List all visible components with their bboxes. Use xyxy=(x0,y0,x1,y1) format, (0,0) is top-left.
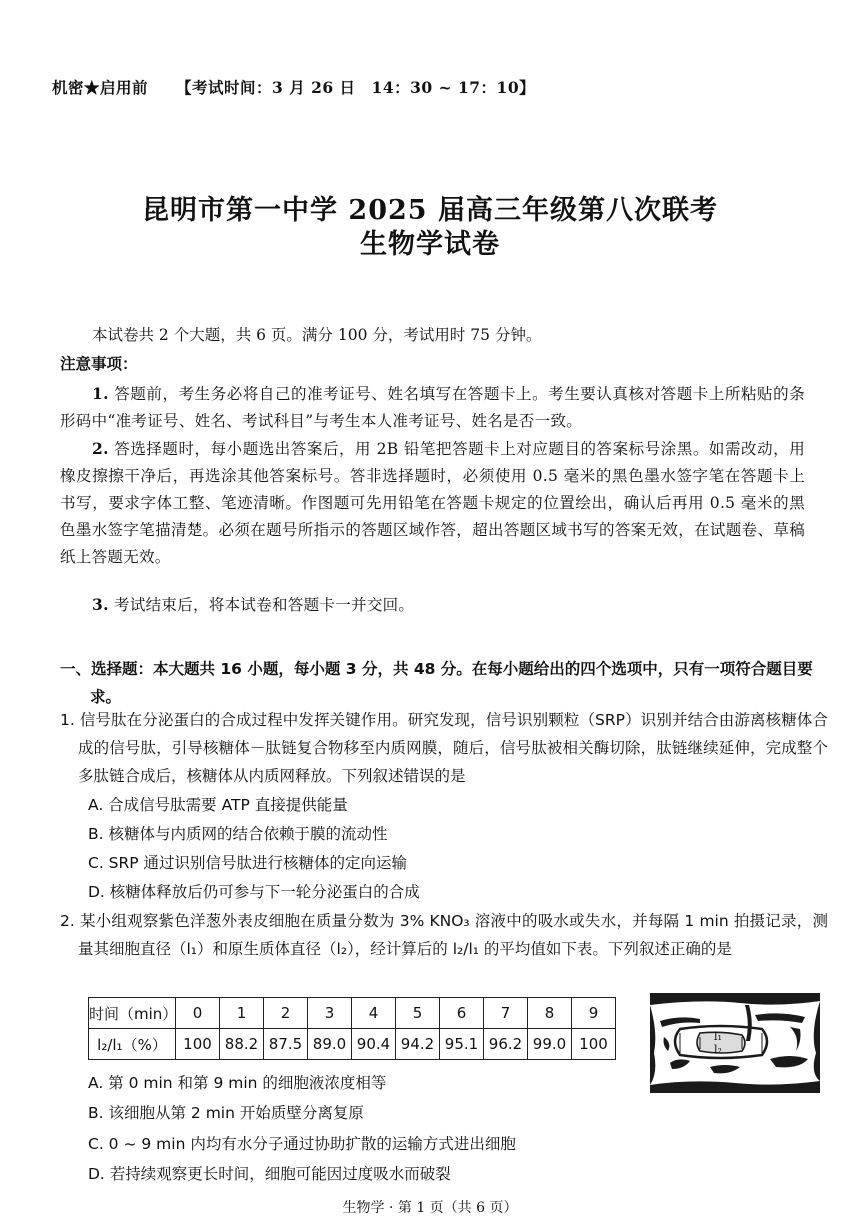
table-header-ratio: l₂/l₁（%） xyxy=(89,1029,176,1060)
table-header-time: 时间（min） xyxy=(89,998,176,1029)
table-cell: 0 xyxy=(176,998,220,1029)
note-item-3 xyxy=(60,591,805,619)
note-number: 1. xyxy=(92,384,109,403)
confidential-mark: 机密★启用前 xyxy=(52,78,149,97)
notes-title: 注意事项： xyxy=(60,354,138,373)
question-2-stem: 2. 某小组观察紫色洋葱外表皮细胞在质量分数为 3% KNO₃ 溶液中的吸水或失水，并每隔 1 min 拍摄记录，测量其细胞直径（l₁）和原生质体直径（l₂），经计算后的 l₂/l₁ 的平均值如下表。下列叙述正确的是 xyxy=(60,912,828,958)
table-row xyxy=(89,998,616,1029)
intro-text: 本试卷共 2 个大题，共 6 页。满分 100 分，考试用时 75 分钟。 xyxy=(92,326,542,344)
table-cell: 94.2 xyxy=(396,1029,440,1060)
section-heading: 一、选择题：本大题共 16 小题，每小题 3 分，共 48 分。在每小题给出的四个选项中，只有一项符合题目要求。 xyxy=(60,660,813,706)
table-cell: 90.4 xyxy=(352,1029,396,1060)
note-text: 考试结束后，将本试卷和答题卡一并交回。 xyxy=(114,596,415,614)
question-1-option-d: D. 核糖体释放后仍可参与下一轮分泌蛋白的合成 xyxy=(88,883,420,901)
page-footer: 生物学 · 第 1 页（共 6 页） xyxy=(342,1200,518,1216)
data-table xyxy=(88,997,616,1060)
figure-label-l1: l₁ xyxy=(714,1030,722,1043)
cell-micrograph-figure xyxy=(650,993,820,1093)
table-cell: 96.2 xyxy=(484,1029,528,1060)
note-number: 2. xyxy=(92,439,109,458)
question-1-stem: 1. 信号肽在分泌蛋白的合成过程中发挥关键作用。研究发现，信号识别颗粒（SRP）识别并结合由游离核糖体合成的信号肽，引导核糖体－肽链复合物移至内质网膜，随后，信号肽被相关酶切除，肽链继续延伸，完成整个多肽链合成后，核糖体从内质网释放。下列叙述错误的是 xyxy=(60,711,828,785)
table-cell: 4 xyxy=(352,998,396,1029)
note-text: 答题前，考生务必将自己的准考证号、姓名填写在答题卡上。考生要认真核对答题卡上所粘贴的条形码中“准考证号、姓名、考试科目”与考生本人准考证号、姓名是否一致。 xyxy=(60,385,805,430)
note-text: 答选择题时，每小题选出答案后，用 2B 铅笔把答题卡上对应题目的答案标号涂黑。如需改动，用橡皮擦擦干净后，再选涂其他答案标号。答非选择题时，必须使用 0.5 毫米的黑色墨水签字笔在答题卡上书写，要求字体工整、笔迹清晰。作图题可先用铅笔在答题卡规定的位置绘出，确认后再用 0.5 毫米的黑色墨水签字笔描清楚。必须在题号所指示的答题区域作答，超出答题区域书写的答案无效，在试题卷、草稿纸上答题无效。 xyxy=(60,440,805,566)
exam-subtitle: 生物学试卷 xyxy=(360,229,500,260)
question-2-option-a: A. 第 0 min 和第 9 min 的细胞液浓度相等 xyxy=(88,1074,387,1092)
table-cell: 2 xyxy=(264,998,308,1029)
table-cell: 1 xyxy=(220,998,264,1029)
table-cell: 99.0 xyxy=(528,1029,572,1060)
header-line xyxy=(52,76,535,98)
table-cell: 88.2 xyxy=(220,1029,264,1060)
table-cell: 100 xyxy=(572,1029,616,1060)
exam-time: 【考试时间：3 月 26 日 14：30 ~ 17：10】 xyxy=(176,78,536,97)
question-1-option-a: A. 合成信号肽需要 ATP 直接提供能量 xyxy=(88,796,348,814)
table-cell: 7 xyxy=(484,998,528,1029)
table-cell: 8 xyxy=(528,998,572,1029)
question-2-option-d: D. 若持续观察更长时间，细胞可能因过度吸水而破裂 xyxy=(88,1165,451,1183)
table-cell: 89.0 xyxy=(308,1029,352,1060)
table-row xyxy=(89,1029,616,1060)
table-cell: 95.1 xyxy=(440,1029,484,1060)
table-cell: 87.5 xyxy=(264,1029,308,1060)
table-cell: 100 xyxy=(176,1029,220,1060)
note-item-1 xyxy=(60,380,805,435)
figure-label-l2: l₂ xyxy=(714,1043,722,1056)
table-cell: 5 xyxy=(396,998,440,1029)
exam-title: 昆明市第一中学 2025 届高三年级第八次联考 xyxy=(142,195,718,226)
table-cell: 6 xyxy=(440,998,484,1029)
question-1-option-b: B. 核糖体与内质网的结合依赖于膜的流动性 xyxy=(88,825,388,843)
note-item-2 xyxy=(60,435,805,571)
table-cell: 9 xyxy=(572,998,616,1029)
question-2-option-b: B. 该细胞从第 2 min 开始质壁分离复原 xyxy=(88,1104,364,1122)
question-2-option-c: C. 0 ~ 9 min 内均有水分子通过协助扩散的运输方式进出细胞 xyxy=(88,1135,516,1153)
note-number: 3. xyxy=(92,595,109,614)
question-1-option-c: C. SRP 通过识别信号肽进行核糖体的定向运输 xyxy=(88,854,408,872)
table-cell: 3 xyxy=(308,998,352,1029)
